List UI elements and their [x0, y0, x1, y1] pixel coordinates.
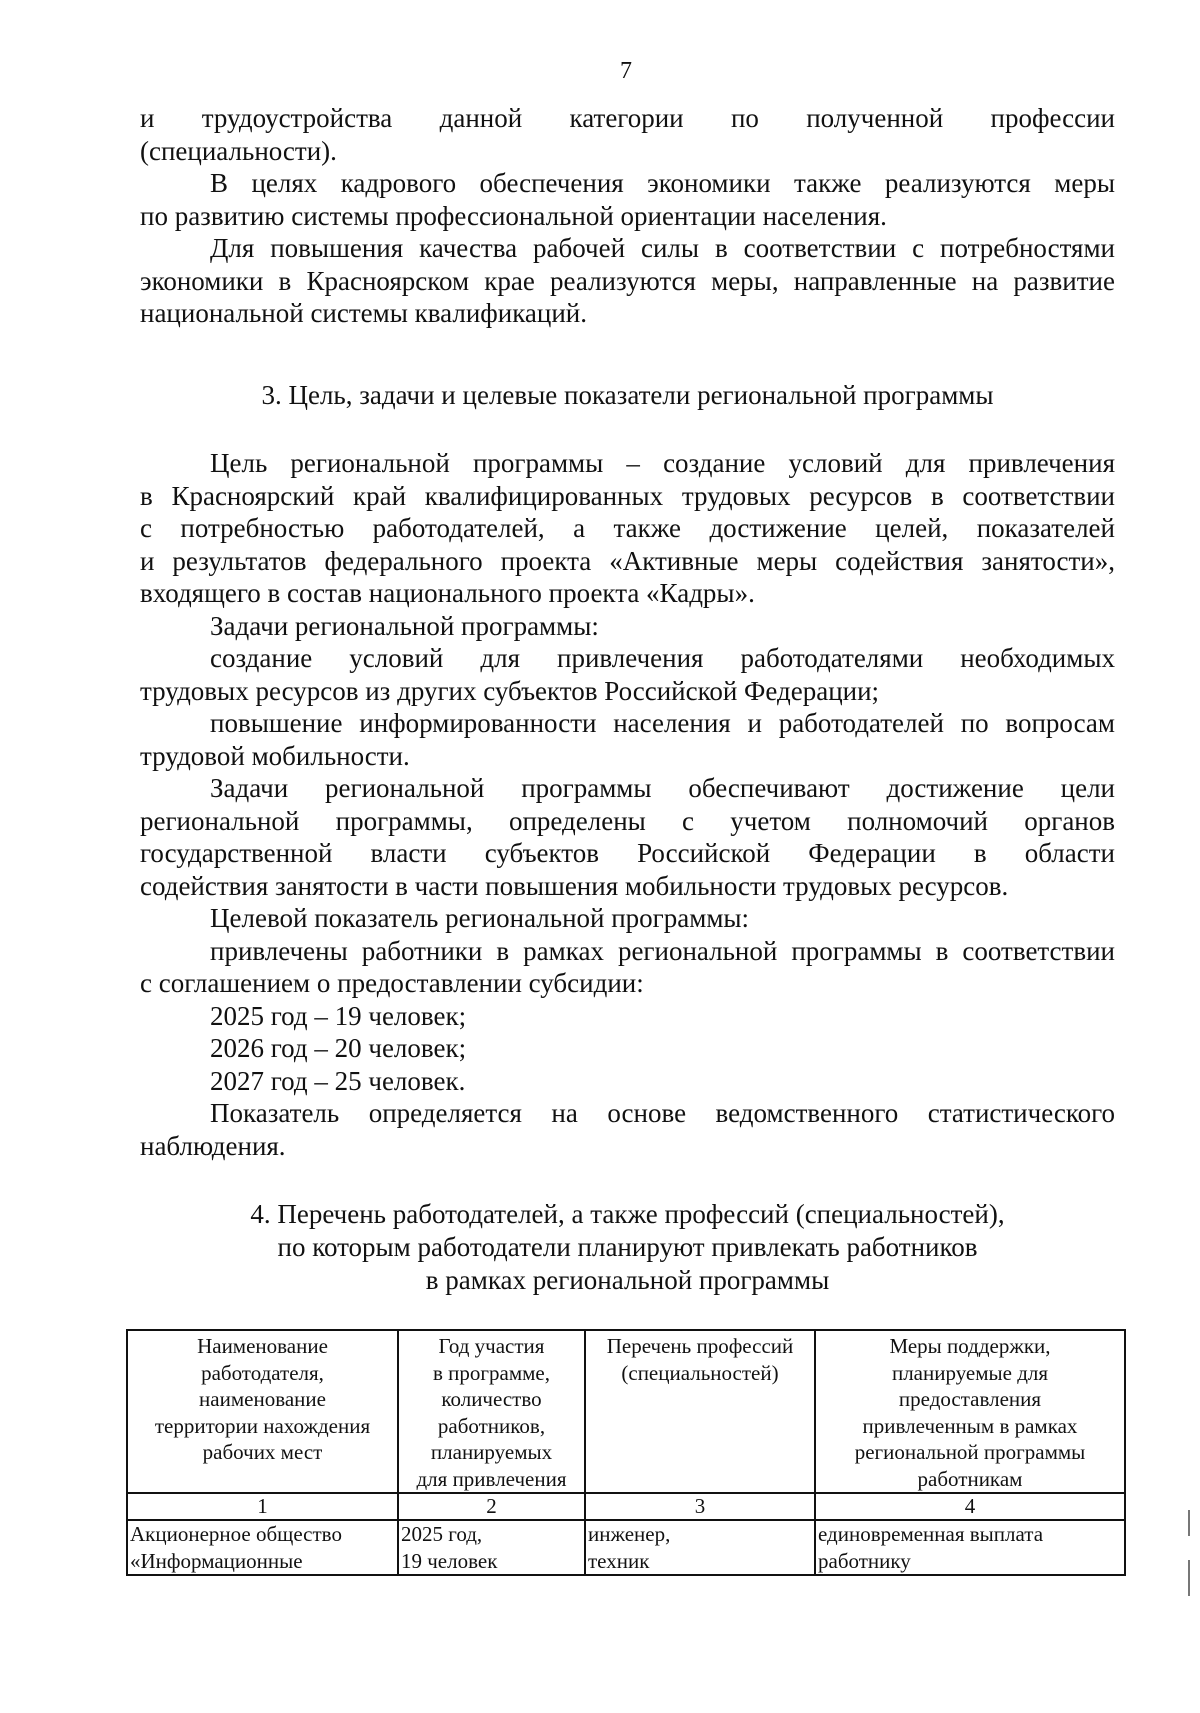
column-number: 1 — [127, 1493, 398, 1520]
paragraph-line: региональной программы, определены с учетом полномочий органов — [140, 805, 1115, 836]
column-number: 2 — [398, 1493, 585, 1520]
paragraph-line: трудовых ресурсов из других субъектов Российской Федерации; — [140, 675, 880, 706]
paragraph-line: наблюдения. — [140, 1130, 286, 1161]
paragraph-line: с соглашением о предоставлении субсидии: — [140, 968, 644, 998]
indicator-year-2027: 2027 год – 25 человек. — [210, 1065, 466, 1096]
paragraph-line: повышение информированности населения и работодателей по вопросам — [210, 708, 1115, 738]
paragraph-line: национальной системы квалификаций. — [140, 298, 588, 328]
column-number: 3 — [585, 1493, 815, 1520]
cell-professions: инженер, техник — [585, 1520, 815, 1575]
paragraph-line: Для повышения качества рабочей силы в соответствии с потребностями — [210, 233, 1115, 263]
header-professions: Перечень профессий (специальностей) — [585, 1330, 815, 1493]
cell-year: 2025 год, 19 человек — [398, 1520, 585, 1575]
header-support: Меры поддержки, планируемые для предоставления привлеченным в рамках региональной программы работникам — [815, 1330, 1125, 1493]
paragraph-line: трудовой мобильности. — [140, 740, 410, 771]
table-header-row — [127, 1330, 1125, 1493]
indicator-year-2025: 2025 год – 19 человек; — [210, 1000, 467, 1031]
paragraph-line: входящего в состав национального проекта «Кадры». — [140, 578, 755, 608]
paragraph-line: привлечены работники в рамках региональной программы в соответствии — [210, 935, 1115, 966]
scan-edge-mark — [1188, 1510, 1190, 1536]
scan-edge-mark — [1188, 1560, 1190, 1596]
paragraph-line: экономики в Красноярском крае реализуются меры, направленные на развитие — [140, 265, 1115, 296]
section3-heading: 3. Цель, задачи и целевые показатели региональной программы — [261, 380, 994, 410]
cell-employer: Акционерное общество «Информационные — [127, 1520, 398, 1575]
paragraph-line: Цель региональной программы – создание условий для привлечения — [210, 448, 1115, 478]
column-number: 4 — [815, 1493, 1125, 1520]
paragraph-line: с потребностью работодателей, а также достижение целей, показателей — [140, 513, 1115, 543]
employers-table — [126, 1329, 1126, 1576]
indicator-title: Целевой показатель региональной программы: — [210, 903, 750, 933]
paragraph-line: и результатов федерального проекта «Активные меры содействия занятости», — [140, 545, 1115, 576]
paragraph-line: содействия занятости в части повышения мобильности трудовых ресурсов. — [140, 870, 1009, 901]
page-number: 7 — [620, 58, 632, 84]
table-row — [127, 1520, 1125, 1575]
section4-heading: 4. Перечень работодателей, а также профессий (специальностей), по которым работодатели планируют привлекать работников в рамках региональной программы — [250, 1199, 1005, 1295]
section2-tail — [140, 102, 1115, 330]
column-number-row — [127, 1493, 1125, 1520]
header-employer: Наименование работодателя, наименование территории нахождения рабочих мест — [127, 1330, 398, 1493]
cell-support: единовременная выплата работнику — [815, 1520, 1125, 1575]
paragraph-line: по развитию системы профессиональной ориентации населения. — [140, 200, 887, 231]
header-year: Год участия в программе, количество работников, планируемых для привлечения — [398, 1330, 585, 1493]
paragraph-line: Показатель определяется на основе ведомственного статистического — [210, 1098, 1115, 1128]
paragraph-line: Задачи региональной программы обеспечивают достижение цели — [210, 773, 1115, 803]
paragraph-line: В целях кадрового обеспечения экономики также реализуются меры — [210, 168, 1115, 198]
tasks-title: Задачи региональной программы: — [210, 610, 599, 641]
indicator-year-2026: 2026 год – 20 человек; — [210, 1033, 467, 1063]
paragraph-line: создание условий для привлечения работодателями необходимых — [210, 643, 1115, 673]
line-employment: и трудоустройства данной категории по полученной профессии — [140, 103, 1115, 133]
section3-body — [140, 447, 1115, 1162]
paragraph-line: в Красноярский край квалифицированных трудовых ресурсов в соответствии — [140, 480, 1115, 511]
paragraph-line: (специальности). — [140, 135, 337, 166]
paragraph-line: государственной власти субъектов Российской Федерации в области — [140, 838, 1115, 868]
